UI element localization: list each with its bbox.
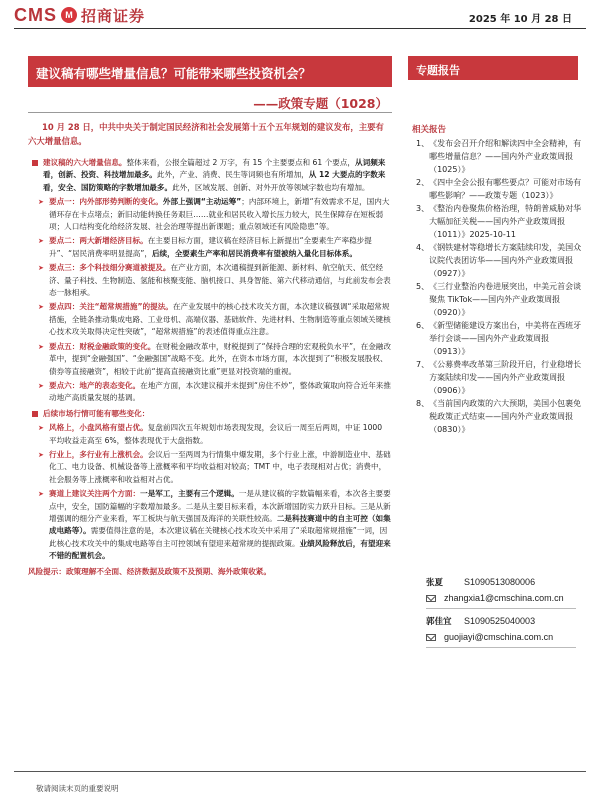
analyst-email[interactable]: guojiayi@cmschina.com.cn	[444, 632, 554, 642]
analyst-id: S1090513080006	[464, 577, 536, 587]
related-report-item[interactable]: 3、 《整治内卷聚焦价格治理，特朗普威胁对华大幅加征关税——国内外产业政策周报（1011）》2025-10-11	[416, 204, 582, 239]
analyst-divider	[426, 608, 576, 609]
footer-divider	[14, 771, 586, 772]
mail-icon	[426, 634, 436, 641]
chevron-right-icon: ➤	[38, 381, 44, 390]
related-report-item[interactable]: 6、 《新型储能建设方案出台，中美将在西班牙举行会谈——国内外产业政策周报（0913）》	[416, 321, 582, 356]
analyst-email[interactable]: zhangxia1@cmschina.com.cn	[444, 593, 564, 603]
related-report-item[interactable]: 5、 《三行业整治内卷进展突出，中美元首会谈聚焦 TikTok——国内外产业政策周报（0920）》	[416, 282, 582, 317]
section-title: 建议稿的六大增量信息。	[43, 158, 127, 167]
report-date: 2025 年 10 月 28 日	[468, 14, 572, 25]
list-item: ➤ 要点一：内外部形势判断的变化。外部上强调“主动运筹”；内部环境上，新增“有效需求不足，国内大循环存在卡点堵点；新旧动能转换任务艰巨……就业和居民收入增长压力较大，民生保障存在短板弱项；人口结构变化给经济发展、社会治理等提出新课题；重点领域还有风险隐患”等。	[38, 197, 390, 232]
main-content	[28, 154, 392, 578]
risk-warning: 风险提示：政策理解不全面、经济数据及政策不及预期、海外政策收紧。	[28, 566, 271, 576]
analyst-id: S1090525040003	[464, 616, 536, 626]
list-item: ➤ 要点四：关注“超常规措施”的提法。在产业发展中的核心技术攻关方面，本次建议稿强调“采取超常规措施，全链条推动集成电路、工业母机、高端仪器、基础软件、先进材料、生物制造等重点领域关键核心技术攻关取得决定性突破”，“超常规措施”的表述值得重点注意。	[38, 302, 391, 337]
chevron-right-icon: ➤	[38, 342, 44, 351]
company-name: 招商证券	[81, 6, 146, 25]
company-logo	[14, 4, 145, 26]
list-item: ➤ 要点三：多个科技细分赛道被提及。在产业方面，本次通稿提到新能源、新材料、航空航天、低空经济、量子科技、生物制造、氢能和核聚变能、脑机接口、具身智能、第六代移动通信，与此前发布会表态一脉相承。	[38, 263, 391, 298]
list-item: ➤ 行业上，多行业有上涨机会。会议后一至两周为行情集中爆发期，多个行业上涨，中游制造业中、基础化工、电力设备、机械设备等上涨概率和平均收益相对较高；TMT 中，电子表现相对占优；消费中，社会服务等上涨概率和收益相对占优。	[38, 449, 391, 484]
related-report-item[interactable]: 8、 《当前国内政策的六大预期，美国小包裹免税政策正式结束——国内外产业政策周报（0830）》	[416, 399, 582, 434]
title-divider	[28, 112, 392, 113]
chevron-right-icon: ➤	[38, 490, 44, 499]
chevron-right-icon: ➤	[38, 424, 44, 433]
list-item: ➤ 要点五：财税金融政策的变化。在财税金融改革中，财税提到了“保持合理的宏观税负水平”，在金融改革中，提到“金融强国”、“金融强国”战略不变。此外，在资本市场方面，本次提到了“积极发展股权、债券等直接融资”，相较于此前“提高直接融资比重”更显对投资端的重视。	[38, 341, 391, 376]
related-report-item[interactable]: 7、 《公募费率改革第三阶段开启，行业稳增长方案陆续印发——国内外产业政策周报（0906）》	[416, 360, 582, 395]
bullet-square-icon	[32, 160, 38, 166]
list-item: ➤ 要点二：两大新增经济目标。在主要目标方面，建议稿在经济目标上新提出“全要素生产率稳步提升”、“居民消费率明显提高”，后续，全要素生产率和居民消费率有望被纳入量化目标体系。	[38, 236, 372, 258]
related-report-item[interactable]: 2、 《四中全会公报有哪些要点？可能对市场有哪些影响？——政策专题（1023）》	[416, 178, 582, 200]
lead-paragraph: 10 月 28 日，中共中央关于制定国民经济和社会发展第十五个五年规划的建议发布，主要有六大增量信息。	[28, 122, 384, 146]
logo-text: CMS	[14, 4, 57, 25]
report-title: 建议稿有哪些增量信息？可能带来哪些投资机会？	[28, 56, 392, 87]
list-item: ➤ 赛道上建议关注两个方面：一是军工，主要有三个逻辑。一是从建议稿的字数篇幅来看，本次各主要要点中，安全，国防篇幅的字数增加最多。二是从主要目标来看，本次新增国防实力跃升目标。三是从新增强调的细分产业来看，军工板块与航天强国及海洋的关联性较高。二是科技赛道中的自主可控（如集成电路等）。需要值得注意的是，本次建议稿在关键核心技术攻关中采用了“采取超常规措施”一词，因此核心技术攻关中的集成电路等自主可控领域有望迎来超常规的提振政策。业绩风险释放后，有望迎来不错的配置机会。	[38, 489, 391, 561]
mail-icon	[426, 595, 436, 602]
list-item: ➤ 风格上，小盘风格有望占优。复盘前四次五年规划市场表现发现，会议后一周至后两周，中证 1000 平均收益走高至 6%，整体表现优于大盘指数。	[38, 423, 383, 445]
section-market-outlook	[28, 408, 392, 563]
report-subtitle: ——政策专题（1028）	[253, 96, 388, 111]
chevron-right-icon: ➤	[38, 237, 44, 246]
chevron-right-icon: ➤	[38, 198, 44, 207]
analyst-name: 张夏	[426, 578, 444, 588]
chevron-right-icon: ➤	[38, 264, 44, 273]
analyst-info	[426, 574, 590, 652]
related-report-item[interactable]: 4、 《钢铁建材等稳增长方案陆续印发，美国众议院代表团访华——国内外产业政策周报（0927）》	[416, 243, 582, 278]
header-divider	[14, 28, 586, 29]
bullet-square-icon	[32, 411, 38, 417]
chevron-right-icon: ➤	[38, 303, 44, 312]
section-title: 后续市场行情可能有哪些变化：	[43, 408, 150, 418]
related-reports-list	[416, 137, 582, 436]
report-type-label: 专题报告	[408, 56, 578, 80]
chevron-right-icon: ➤	[38, 450, 44, 459]
section-incremental-info: 建议稿的六大增量信息。整体来看，公报全篇超过 2 万字，有 15 个主要要点和 61 个要点，从词频来看，创新、投资、科技增加最多。此外，产业、消费、民生等词频也有所增加，从 12 大要点的字数来看，安全、国防策略的字数增加最多。此外，区域发展、创新、对外开放等领域字数也均有增加。 ➤ 要点一：内外部形势判断的变化。外部上强调“主动运筹”；内部环境上，新增“有效需求不足，国内大循环存在卡点堵点；新旧动能转换任务艰巨……就业和居民收入增长压力较大，民生保障存在短板弱项；人口结构变化给经济发展、社会治理等提出新课题；重点领域还有风险隐患”等。 ➤ 要点二：两大新增经济目标。在主要目标方面，建议稿在经济目标上新提出“全要素生产率稳步提升”、“居民消费率明显提高”，后续，全要素生产率和居民消费率有望被纳入量化目标体系。 ➤ 要点三：多个科技细分赛道被提及。在产业方面，本次通稿提到新能源、新材料、航空航天、低空经济、量子科技、生物制造、氢能和核聚变能、脑机接口、具身智能、第六代移动通信，与此前发布会表态一脉相承。 ➤ 要点四：关注“超常规措施”的提法。在产业发展中的核心技术攻关方面，本次建议稿强调“采取超常规措施，全链条推动集成电路、工业母机、高端仪器、基础软件、先进材料、生物制造等重点领域关键核心技术攻关取得决定性突破”，“超常规措施”的表述值得重点注意。 ➤ 要点五：财税金融政策的变化。在财税金融改革中，财税提到了“保持合理的宏观税负水平”，在金融改革中，提到“金融强国”、“金融强国”战略不变。此外，在资本市场方面，本次提到了“积极发展股权、债券等直接融资”，相较于此前“提高直接融资比重”更显对投资端的重视。 ➤ 要点六：地产的表态变化。在地产方面，本次建议稿并未提到“房住不炒”，整体政策取向符合近年来推动地产高质量发展的基调。	[28, 157, 392, 405]
list-item: ➤ 要点六：地产的表态变化。在地产方面，本次建议稿并未提到“房住不炒”，整体政策取向符合近年来推动地产高质量发展的基调。	[38, 380, 391, 403]
footer-disclaimer: 敬请阅读末页的重要说明	[36, 784, 119, 793]
logo-mark-icon: M	[61, 7, 77, 23]
analyst-divider	[426, 647, 576, 648]
analyst-name: 郭佳宜	[426, 617, 452, 627]
related-report-item[interactable]: 1、 《发布会召开介绍和解读四中全会精神，有哪些增量信息？——国内外产业政策周报（1025）》	[416, 139, 582, 174]
related-reports-label: 相关报告	[412, 125, 447, 135]
